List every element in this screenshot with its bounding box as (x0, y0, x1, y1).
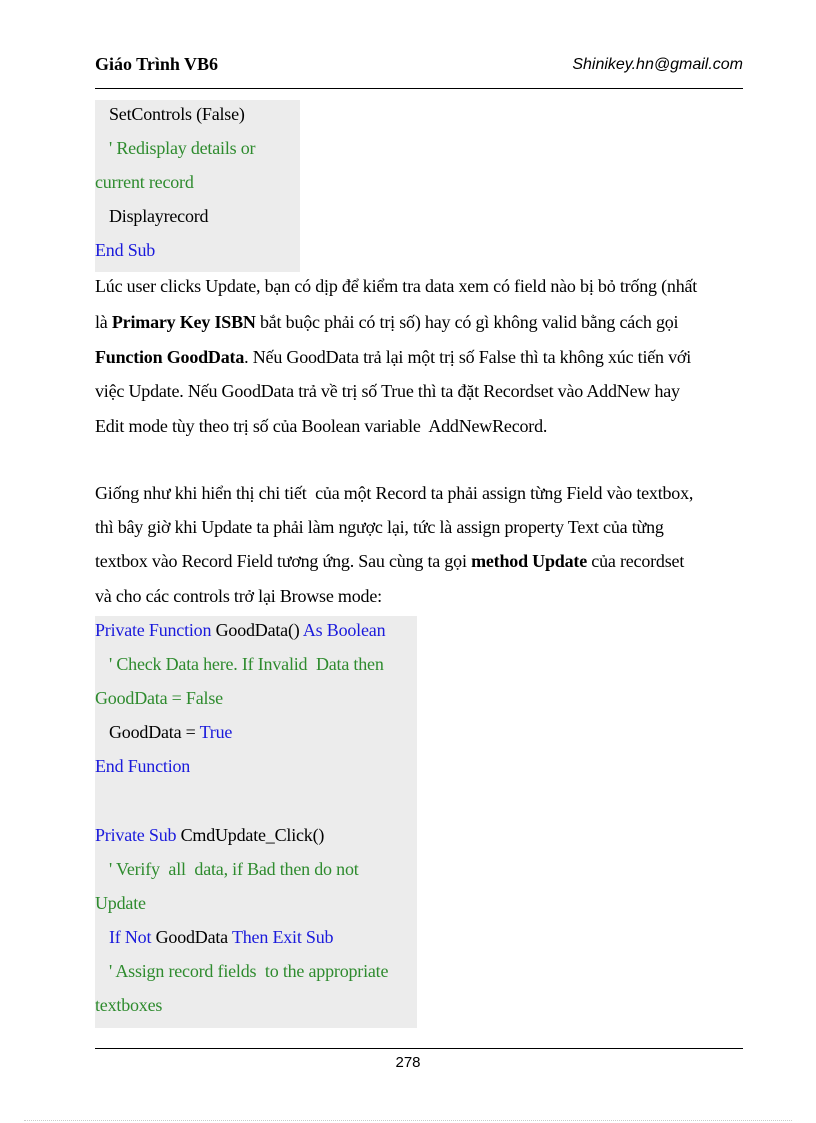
code-keyword: Then Exit Sub (231, 927, 334, 947)
code-text: GoodData (151, 927, 232, 947)
text-span: của recordset (586, 551, 685, 571)
code-line (109, 926, 333, 948)
text-span: là (95, 312, 112, 332)
code-line (109, 721, 232, 743)
text-span: textbox vào Record Field tương ứng. Sau cùng ta gọi (95, 551, 472, 571)
code-keyword: If Not (109, 927, 152, 947)
text-line (95, 550, 684, 572)
text-line (95, 346, 691, 368)
text-span: bắt buộc phải có trị số) hay có gì không valid bằng cách gọi (255, 312, 679, 332)
bold-term: method Update (471, 551, 587, 571)
page-edge-divider (24, 1120, 792, 1121)
code-line (95, 619, 385, 641)
code-keyword: True (199, 722, 233, 742)
code-comment: Update (95, 893, 146, 913)
text-line: Giống như khi hiển thị chi tiết của một Record ta phải assign từng Field vào textbox, (95, 483, 694, 503)
code-keyword: Private Function (95, 620, 212, 640)
code-comment: textboxes (95, 995, 163, 1015)
text-span: . Nếu GoodData trả lại một trị số False thì ta không xúc tiến với (244, 347, 692, 367)
text-line: Edit mode tùy theo trị số của Boolean variable AddNewRecord. (95, 416, 548, 436)
code-keyword: Private Sub (95, 825, 177, 845)
code-comment: current record (95, 172, 194, 192)
bold-term: Primary Key ISBN (111, 312, 256, 332)
code-comment: GoodData = False (95, 688, 223, 708)
text-line: thì bây giờ khi Update ta phải làm ngược lại, tức là assign property Text của từng (95, 517, 664, 537)
code-line: Displayrecord (109, 206, 209, 226)
code-keyword: As Boolean (302, 620, 386, 640)
code-text: CmdUpdate_Click() (176, 825, 325, 845)
code-comment: ' Verify all data, if Bad then do not (109, 859, 359, 879)
text-line: việc Update. Nếu GoodData trả về trị số True thì ta đặt Recordset vào AddNew hay (95, 381, 680, 401)
header-title: Giáo Trình VB6 (95, 54, 219, 74)
code-comment: ' Check Data here. If Invalid Data then (109, 654, 384, 674)
text-line (95, 311, 678, 333)
code-line: SetControls (False) (109, 104, 245, 124)
code-text: GoodData() (211, 620, 303, 640)
code-comment: ' Redisplay details or (109, 138, 256, 158)
code-line (95, 824, 324, 846)
bold-term: Function GoodData (95, 347, 245, 367)
header-rule (95, 88, 743, 89)
code-keyword: End Sub (95, 240, 156, 260)
footer-rule (95, 1048, 743, 1049)
page-number: 278 (395, 1054, 421, 1071)
text-line: Lúc user clicks Update, bạn có dịp để kiểm tra data xem có field nào bị bỏ trống (nhất (95, 276, 698, 296)
text-line: và cho các controls trở lại Browse mode: (95, 586, 382, 606)
code-keyword: End Function (95, 756, 191, 776)
code-text: GoodData = (109, 722, 200, 742)
header-email: Shinikey.hn@gmail.com (572, 56, 743, 73)
code-comment: ' Assign record fields to the appropriate (109, 961, 389, 981)
